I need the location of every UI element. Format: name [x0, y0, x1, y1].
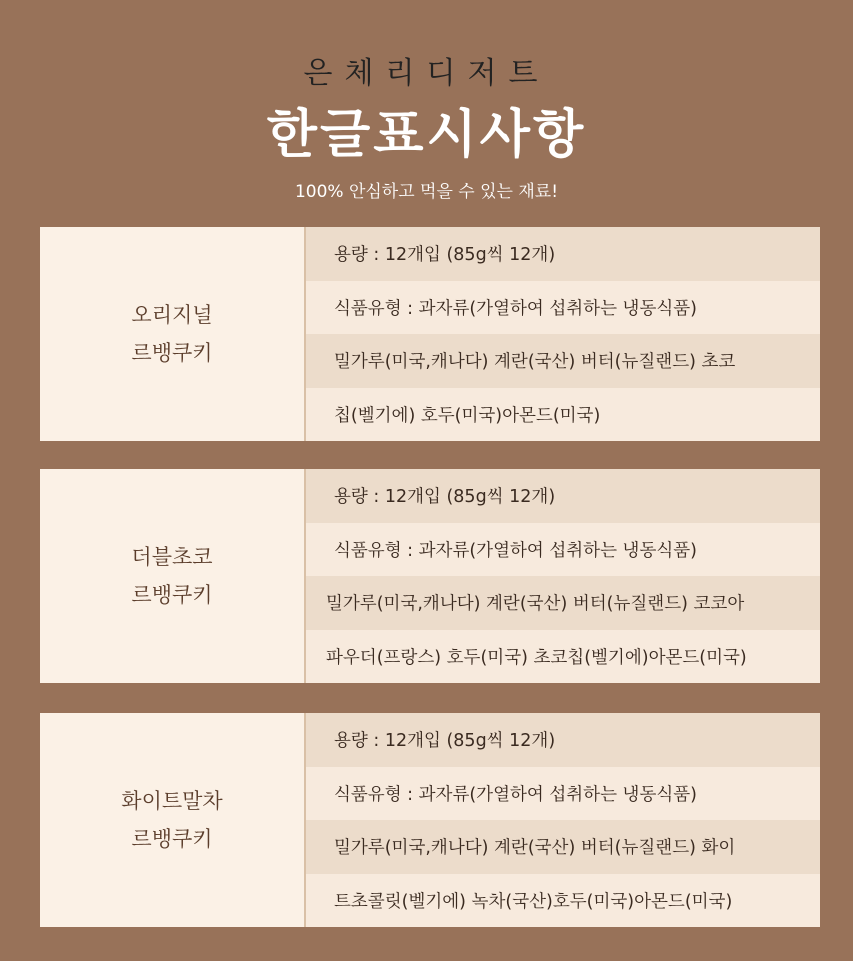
info-row-capacity: 용량 : 12개입 (85g씩 12개) — [306, 227, 820, 281]
product-info-rows — [306, 713, 820, 927]
product-card-double-choco — [40, 469, 820, 683]
info-row-ingredients-2: 칩(벨기에) 호두(미국)아몬드(미국) — [306, 388, 820, 442]
product-info-rows — [306, 227, 820, 441]
product-name-line2: 르뱅쿠키 — [131, 583, 213, 607]
product-name-cell — [40, 469, 306, 683]
info-row-food-type: 식품유형 : 과자류(가열하여 섭취하는 냉동식품) — [306, 523, 820, 577]
product-name-cell — [40, 227, 306, 441]
product-name-line1: 오리지널 — [131, 303, 213, 327]
product-name-line1: 더블초코 — [131, 545, 213, 569]
product-name-cell — [40, 713, 306, 927]
info-row-food-type: 식품유형 : 과자류(가열하여 섭취하는 냉동식품) — [306, 767, 820, 821]
brand-name: 은체리디저트 — [303, 56, 550, 91]
info-row-food-type: 식품유형 : 과자류(가열하여 섭취하는 냉동식품) — [306, 281, 820, 335]
product-name-line2: 르뱅쿠키 — [131, 827, 213, 851]
info-row-ingredients-2: 트초콜릿(벨기에) 녹차(국산)호두(미국)아몬드(미국) — [306, 874, 820, 928]
info-row-ingredients-2: 파우더(프랑스) 호두(미국) 초코칩(벨기에)아몬드(미국) — [306, 630, 820, 684]
product-name-line1: 화이트말차 — [121, 789, 223, 813]
info-row-capacity: 용량 : 12개입 (85g씩 12개) — [306, 469, 820, 523]
info-row-ingredients-1: 밀가루(미국,캐나다) 계란(국산) 버터(뉴질랜드) 초코 — [306, 334, 820, 388]
product-info-rows — [306, 469, 820, 683]
product-card-white-matcha — [40, 713, 820, 927]
info-row-ingredients-1: 밀가루(미국,캐나다) 계란(국산) 버터(뉴질랜드) 코코아 — [306, 576, 820, 630]
info-row-ingredients-1: 밀가루(미국,캐나다) 계란(국산) 버터(뉴질랜드) 화이 — [306, 820, 820, 874]
product-card-original — [40, 227, 820, 441]
info-row-capacity: 용량 : 12개입 (85g씩 12개) — [306, 713, 820, 767]
page-title: 한글표시사항 — [266, 104, 587, 165]
product-name-line2: 르뱅쿠키 — [131, 341, 213, 365]
page-subtitle: 100% 안심하고 먹을 수 있는 재료! — [294, 182, 559, 202]
